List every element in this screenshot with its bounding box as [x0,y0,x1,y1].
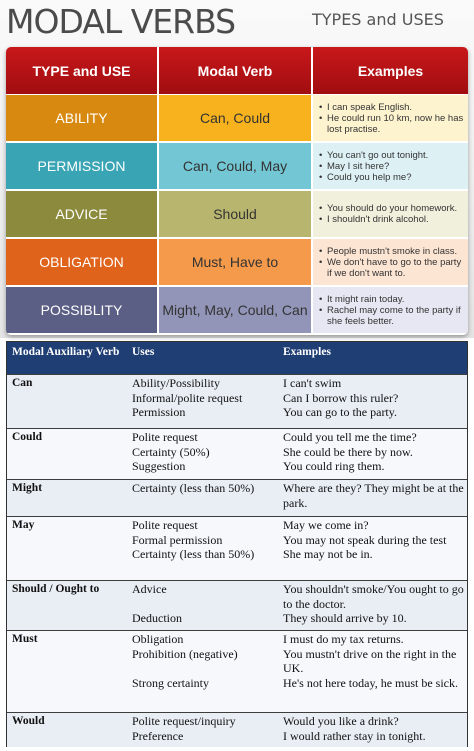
examples-cell [283,481,467,510]
infographic [0,0,474,338]
examples-cell [313,191,468,237]
use-item: Polite request [132,430,198,444]
table-row [7,428,467,479]
use-item: Informal/polite request [132,390,243,405]
use-item: Strong certainty [132,675,209,690]
type-cell: PERMISSION [6,143,157,189]
header-examples: Examples [283,346,331,358]
page-title: MODAL VERBS [6,2,236,41]
example-item: • People mustn't smoke in class. [319,246,464,257]
examples-cell [283,518,467,562]
examples-cell [313,95,468,141]
use-item: Certainty (less than 50%) [132,481,255,495]
example-item: She may not be in. [283,547,373,561]
examples-cell [313,287,468,333]
example-item: • Rachel may come to the party if she feels better. [319,305,464,327]
type-cell: ADVICE [6,191,157,237]
examples-cell [313,143,468,189]
verb-label: Can [12,377,33,389]
chart-row-possibility [6,287,468,333]
example-item: May we come in? [283,518,369,532]
type-cell: POSSIBLITY [6,287,157,333]
example-item: I must do my tax returns. [283,632,404,646]
table-row [7,516,467,580]
type-cell: ABILITY [6,95,157,141]
use-item: Advice [132,582,167,596]
example-item: Where are they? They might be at the park. [283,481,464,510]
verb-cell: Must, Have to [159,239,311,285]
use-item: Formal permission [132,532,223,547]
example-item: • You can't go out tonight. [319,150,428,161]
table-row [7,712,467,747]
use-item: Suggestion [132,459,186,473]
verb-cell: Can, Could [159,95,311,141]
example-item: Would you like a drink? [283,714,399,728]
uses-cell [132,430,282,474]
type-cell: OBLIGATION [6,239,157,285]
use-item: Permission [132,405,186,419]
table-header [7,342,467,374]
uses-cell [132,376,282,420]
example-item: She could be there by now. [283,444,413,459]
modal-auxiliary-table [6,341,468,747]
chart-row-obligation [6,239,468,285]
header-verb: Modal Auxiliary Verb [12,346,120,358]
verb-label: Might [12,482,43,494]
use-item: Prohibition (negative) [132,646,238,661]
use-item: Deduction [132,611,182,625]
example-item: You could ring them. [283,459,385,473]
modal-verbs-chart [6,47,468,335]
use-item: Ability/Possibility [132,376,221,390]
table-row [7,630,467,712]
verb-label: Should / Ought to [12,583,100,595]
example-item: I would rather stay in tonight. [283,728,426,743]
example-item: • I can speak English. [319,102,464,113]
example-item: • He could run 10 km, now he has lost practise. [319,113,464,135]
examples-cell [313,239,468,285]
verb-label: Must [12,633,38,645]
use-item: Polite request [132,518,198,532]
column-header-examples: Examples [313,47,468,94]
uses-cell [132,714,282,743]
example-item: Could you tell me the time? [283,430,417,444]
verb-cell: Might, May, Could, Can [159,287,311,333]
examples-cell [283,714,467,743]
uses-cell [132,582,282,626]
verb-label: Could [12,431,43,443]
verb-cell: Can, Could, May [159,143,311,189]
examples-cell [283,430,467,474]
chart-row-permission [6,143,468,189]
example-item: • Could you help me? [319,172,428,183]
example-item: They should arrive by 10. [283,611,407,625]
table-row [7,374,467,428]
example-item: You shouldn't smoke/You ought to go to the doctor. [283,582,464,611]
verb-label: Would [12,715,45,727]
example-item: I can't swim [283,376,342,390]
chart-row-advice [6,191,468,237]
example-item: • You should do your homework. [319,203,457,214]
column-header-type: TYPE and USE [6,47,157,94]
example-item: • I shouldn't drink alcohol. [319,214,457,225]
column-header-verb: Modal Verb [159,47,311,94]
example-item: He's not here today, he must be sick. [283,675,459,690]
example-item: • We don't have to go to the party if we don't want to. [319,257,464,279]
example-item: Can I borrow this ruler? [283,390,399,405]
use-item: Certainty (less than 50%) [132,547,255,561]
example-item: You mustn't drive on the right in the UK. [283,646,457,675]
verb-cell: Should [159,191,311,237]
example-item: You can go to the party. [283,405,397,419]
chart-row-ability [6,95,468,141]
uses-cell [132,518,282,562]
use-item: Polite request/inquiry [132,714,236,728]
use-item: Obligation [132,632,184,646]
example-item: • May I sit here? [319,161,428,172]
header-uses: Uses [132,346,155,358]
page-subtitle: TYPES and USES [312,10,444,29]
table-row [7,580,467,630]
uses-cell [132,481,282,496]
example-item: You may not speak during the test [283,532,447,547]
use-item: Certainty (50%) [132,444,210,459]
table-row [7,479,467,516]
example-item: • It might rain today. [319,294,464,305]
examples-cell [283,632,467,690]
examples-cell [283,582,467,626]
use-item: Preference [132,728,184,743]
examples-cell [283,376,467,420]
uses-cell [132,632,282,690]
verb-label: May [12,519,35,531]
